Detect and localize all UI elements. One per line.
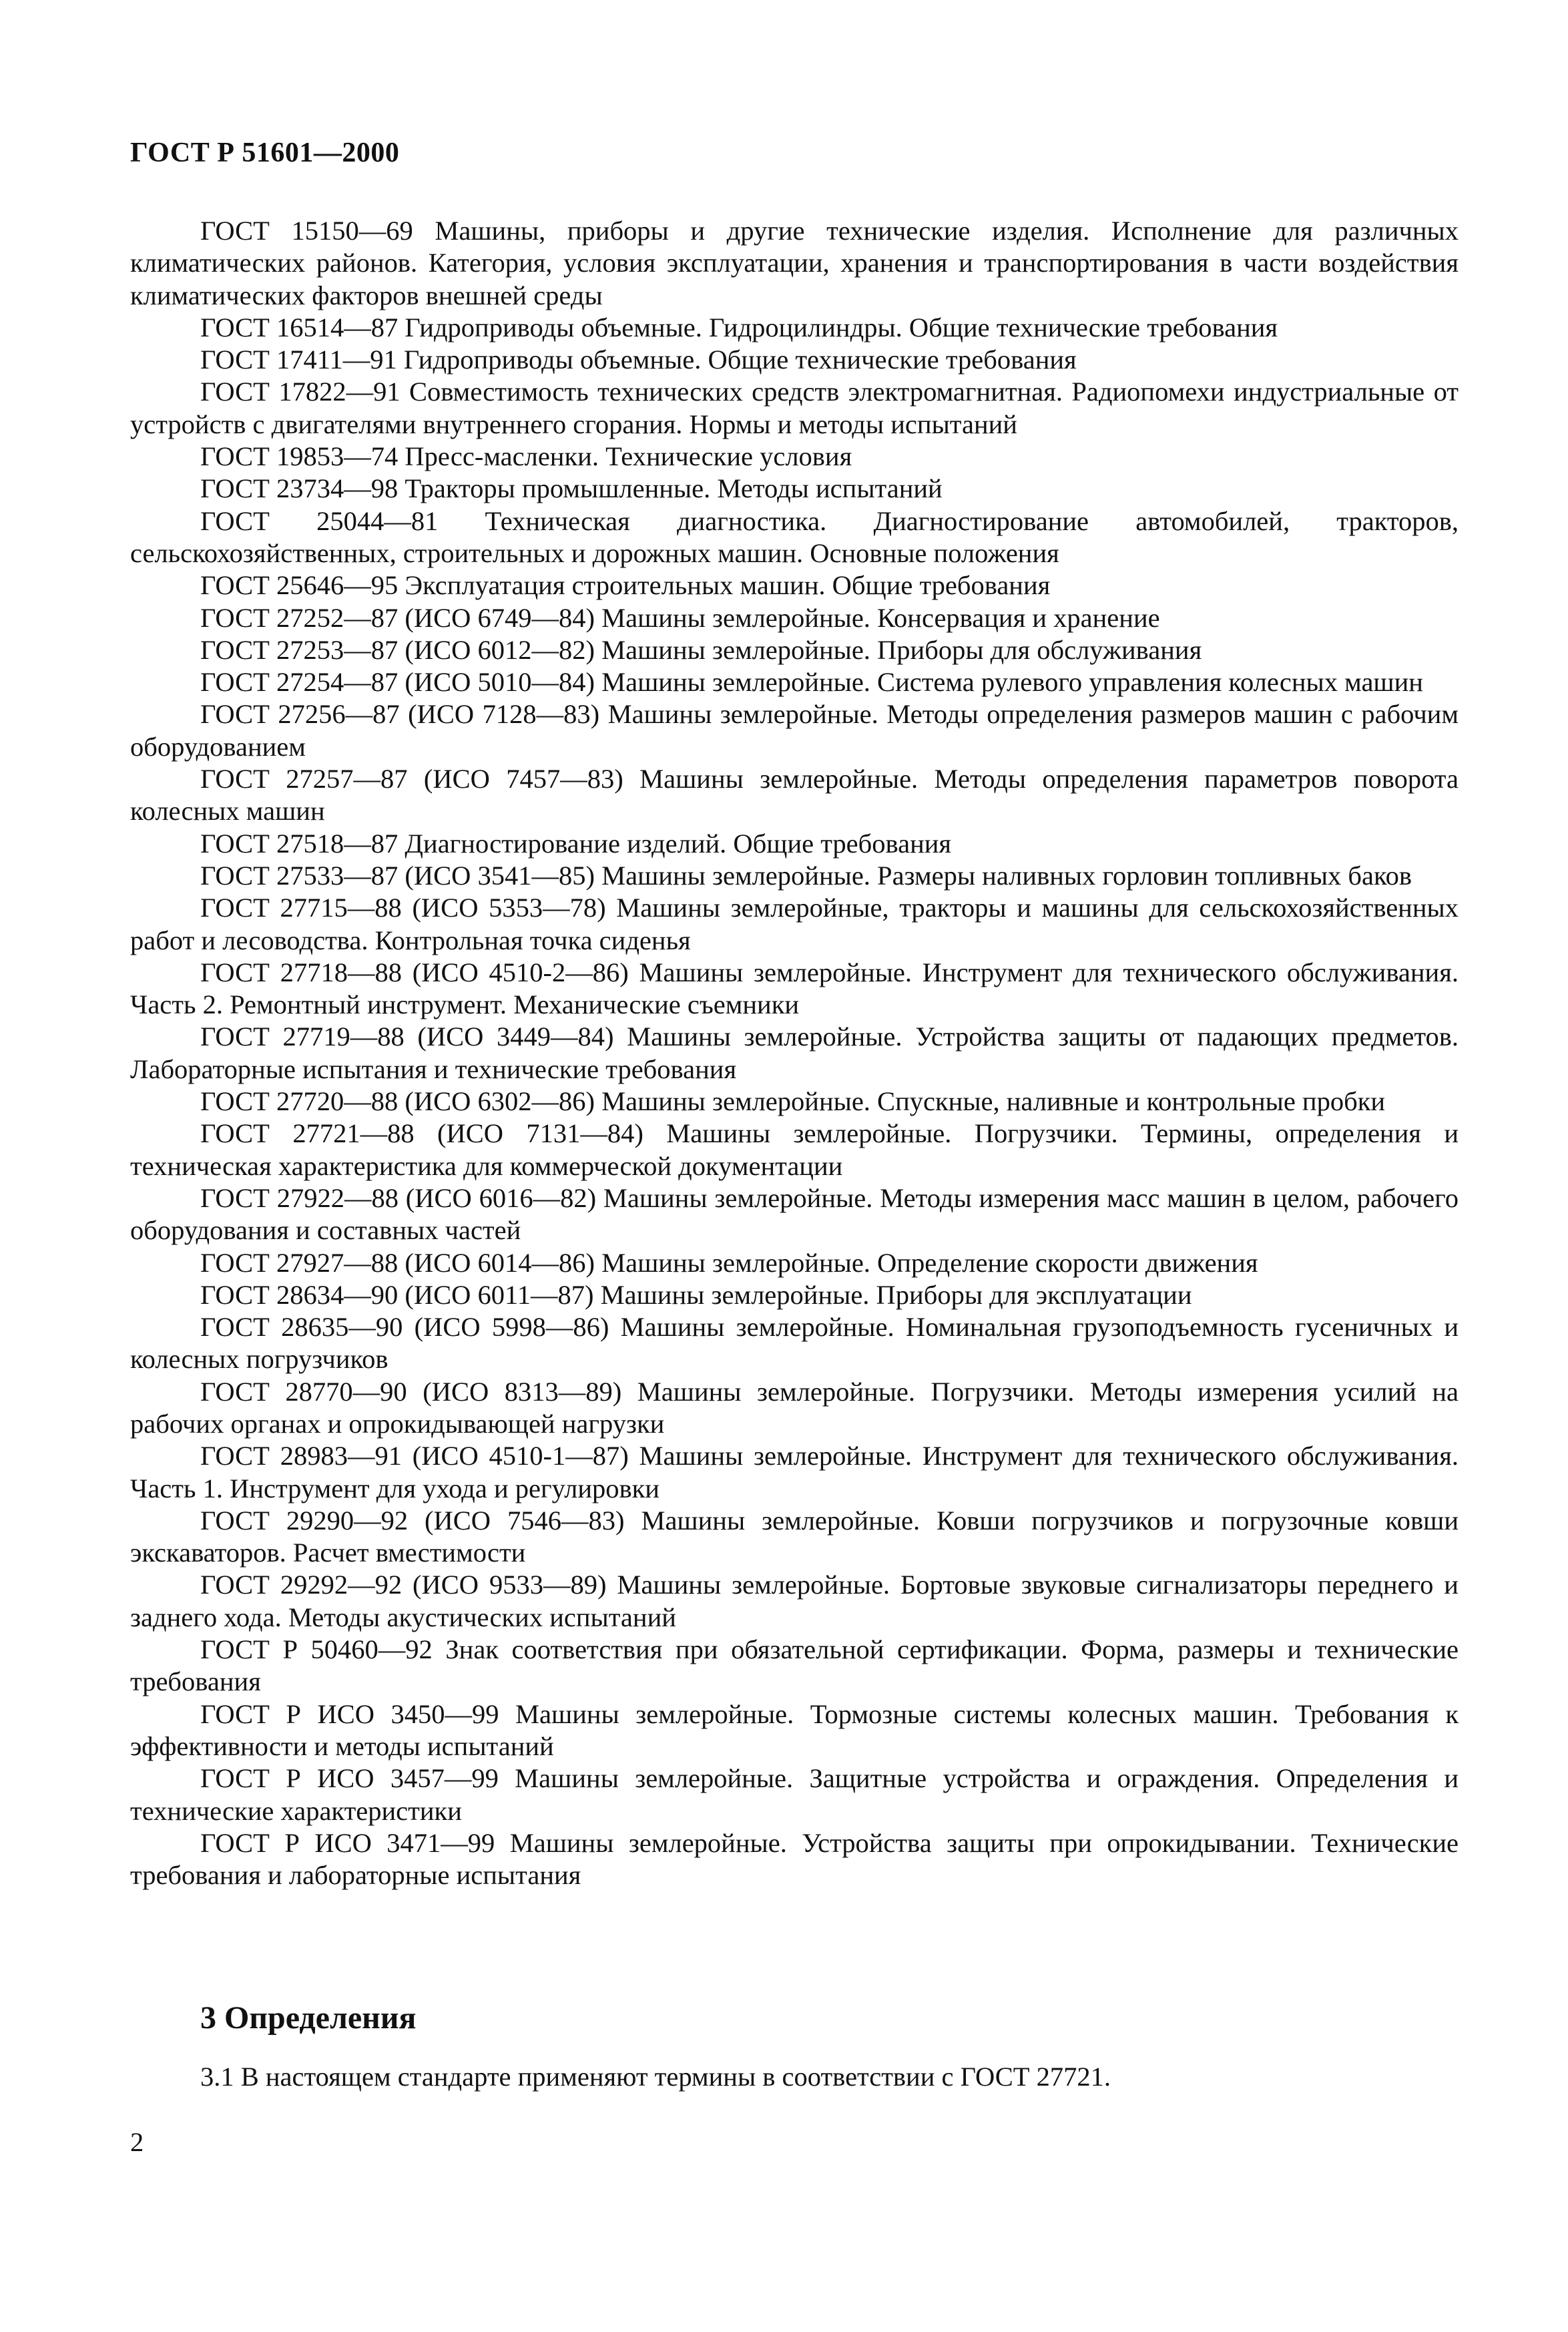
reference-item: ГОСТ 19853—74 Пресс-масленки. Технические условия <box>200 441 852 472</box>
reference-item: ГОСТ Р ИСО 3450—99 Машины землеройные. Тормозные системы колесных машин. Требования к эффективности и методы испытаний <box>130 1698 1459 1761</box>
reference-item: ГОСТ Р 50460—92 Знак соответствия при обязательной сертификации. Форма, размеры и технические требования <box>130 1634 1459 1697</box>
reference-item: ГОСТ 29292—92 (ИСО 9533—89) Машины землеройные. Бортовые звуковые сигнализаторы переднего и заднего хода. Методы акустических испытаний <box>130 1570 1459 1632</box>
reference-item: ГОСТ 27518—87 Диагностирование изделий. Общие требования <box>200 828 952 859</box>
reference-item: ГОСТ 28635—90 (ИСО 5998—86) Машины землеройные. Номинальная грузоподъемность гусеничных и колесных погрузчиков <box>130 1312 1459 1375</box>
reference-item: ГОСТ 25044—81 Техническая диагностика. Диагностирование автомобилей, тракторов, сельскохозяйственных, строительных и дорожных машин. Основные положения <box>130 505 1459 568</box>
reference-item: ГОСТ 15150—69 Машины, приборы и другие технические изделия. Исполнение для различных климатических районов. Категория, условия эксплуатации, хранения и транспортирования в части воздействия климатических факторов внешней среды <box>130 216 1459 310</box>
section-paragraph: 3.1 В настоящем стандарте применяют термины в соответствии с ГОСТ 27721. <box>200 2062 1111 2092</box>
reference-item: ГОСТ 27533—87 (ИСО 3541—85) Машины землеройные. Размеры наливных горловин топливных баков <box>200 860 1412 891</box>
section-heading: 3 Определения <box>200 2000 417 2036</box>
reference-item: ГОСТ 27715—88 (ИСО 5353—78) Машины землеройные, тракторы и машины для сельскохозяйственных работ и лесоводства. Контрольная точка сиденья <box>130 893 1459 955</box>
reference-item: ГОСТ 17411—91 Гидроприводы объемные. Общие технические требования <box>200 344 1077 375</box>
reference-item: ГОСТ 28983—91 (ИСО 4510-1—87) Машины землеройные. Инструмент для технического обслуживания. Часть 1. Инструмент для ухода и регулировки <box>130 1441 1459 1503</box>
document-header: ГОСТ Р 51601—2000 <box>130 138 400 168</box>
reference-item: ГОСТ 25646—95 Эксплуатация строительных машин. Общие требования <box>200 570 1051 601</box>
reference-item: ГОСТ 27252—87 (ИСО 6749—84) Машины землеройные. Консервация и хранение <box>200 602 1160 633</box>
reference-item: ГОСТ 29290—92 (ИСО 7546—83) Машины землеройные. Ковши погрузчиков и погрузочные ковши экскаваторов. Расчет вместимости <box>130 1505 1459 1568</box>
normative-references-list <box>130 215 1459 1891</box>
reference-item: ГОСТ 27719—88 (ИСО 3449—84) Машины землеройные. Устройства защиты от падающих предметов. Лабораторные испытания и технические требования <box>130 1021 1459 1084</box>
reference-item: ГОСТ 27721—88 (ИСО 7131—84) Машины землеройные. Погрузчики. Термины, определения и техническая характеристика для коммерческой документации <box>130 1118 1459 1181</box>
reference-item: ГОСТ 27257—87 (ИСО 7457—83) Машины землеройные. Методы определения параметров поворота колесных машин <box>130 764 1459 827</box>
reference-item: ГОСТ 27927—88 (ИСО 6014—86) Машины землеройные. Определение скорости движения <box>200 1247 1258 1278</box>
reference-item: ГОСТ 27253—87 (ИСО 6012—82) Машины землеройные. Приборы для обслуживания <box>200 634 1202 665</box>
reference-item: ГОСТ 27256—87 (ИСО 7128—83) Машины землеройные. Методы определения размеров машин с рабочим оборудованием <box>130 699 1459 762</box>
reference-item: ГОСТ 16514—87 Гидроприводы объемные. Гидроцилиндры. Общие технические требования <box>200 312 1278 342</box>
reference-item: ГОСТ Р ИСО 3471—99 Машины землеройные. Устройства защиты при опрокидывании. Технические требования и лабораторные испытания <box>130 1827 1459 1891</box>
reference-item: ГОСТ Р ИСО 3457—99 Машины землеройные. Защитные устройства и ограждения. Определения и технические характеристики <box>130 1763 1459 1826</box>
reference-item: ГОСТ 27720—88 (ИСО 6302—86) Машины землеройные. Спускные, наливные и контрольные пробки <box>200 1086 1386 1117</box>
reference-item: ГОСТ 17822—91 Совместимость технических средств электромагнитная. Радиопомехи индустриальные от устройств с двигателями внутреннего сгорания. Нормы и методы испытаний <box>130 377 1459 439</box>
reference-item: ГОСТ 27718—88 (ИСО 4510-2—86) Машины землеройные. Инструмент для технического обслуживания. Часть 2. Ремонтный инструмент. Механические съемники <box>130 957 1459 1020</box>
page-number: 2 <box>130 2127 144 2157</box>
reference-item: ГОСТ 23734—98 Тракторы промышленные. Методы испытаний <box>200 473 943 504</box>
reference-item: ГОСТ 28770—90 (ИСО 8313—89) Машины землеройные. Погрузчики. Методы измерения усилий на рабочих органах и опрокидывающей нагрузки <box>130 1376 1459 1439</box>
reference-item: ГОСТ 27254—87 (ИСО 5010—84) Машины землеройные. Система рулевого управления колесных машин <box>200 667 1423 698</box>
reference-item: ГОСТ 28634—90 (ИСО 6011—87) Машины землеройные. Приборы для эксплуатации <box>200 1279 1192 1310</box>
reference-item: ГОСТ 27922—88 (ИСО 6016—82) Машины землеройные. Методы измерения масс машин в целом, рабочего оборудования и составных частей <box>130 1182 1459 1246</box>
